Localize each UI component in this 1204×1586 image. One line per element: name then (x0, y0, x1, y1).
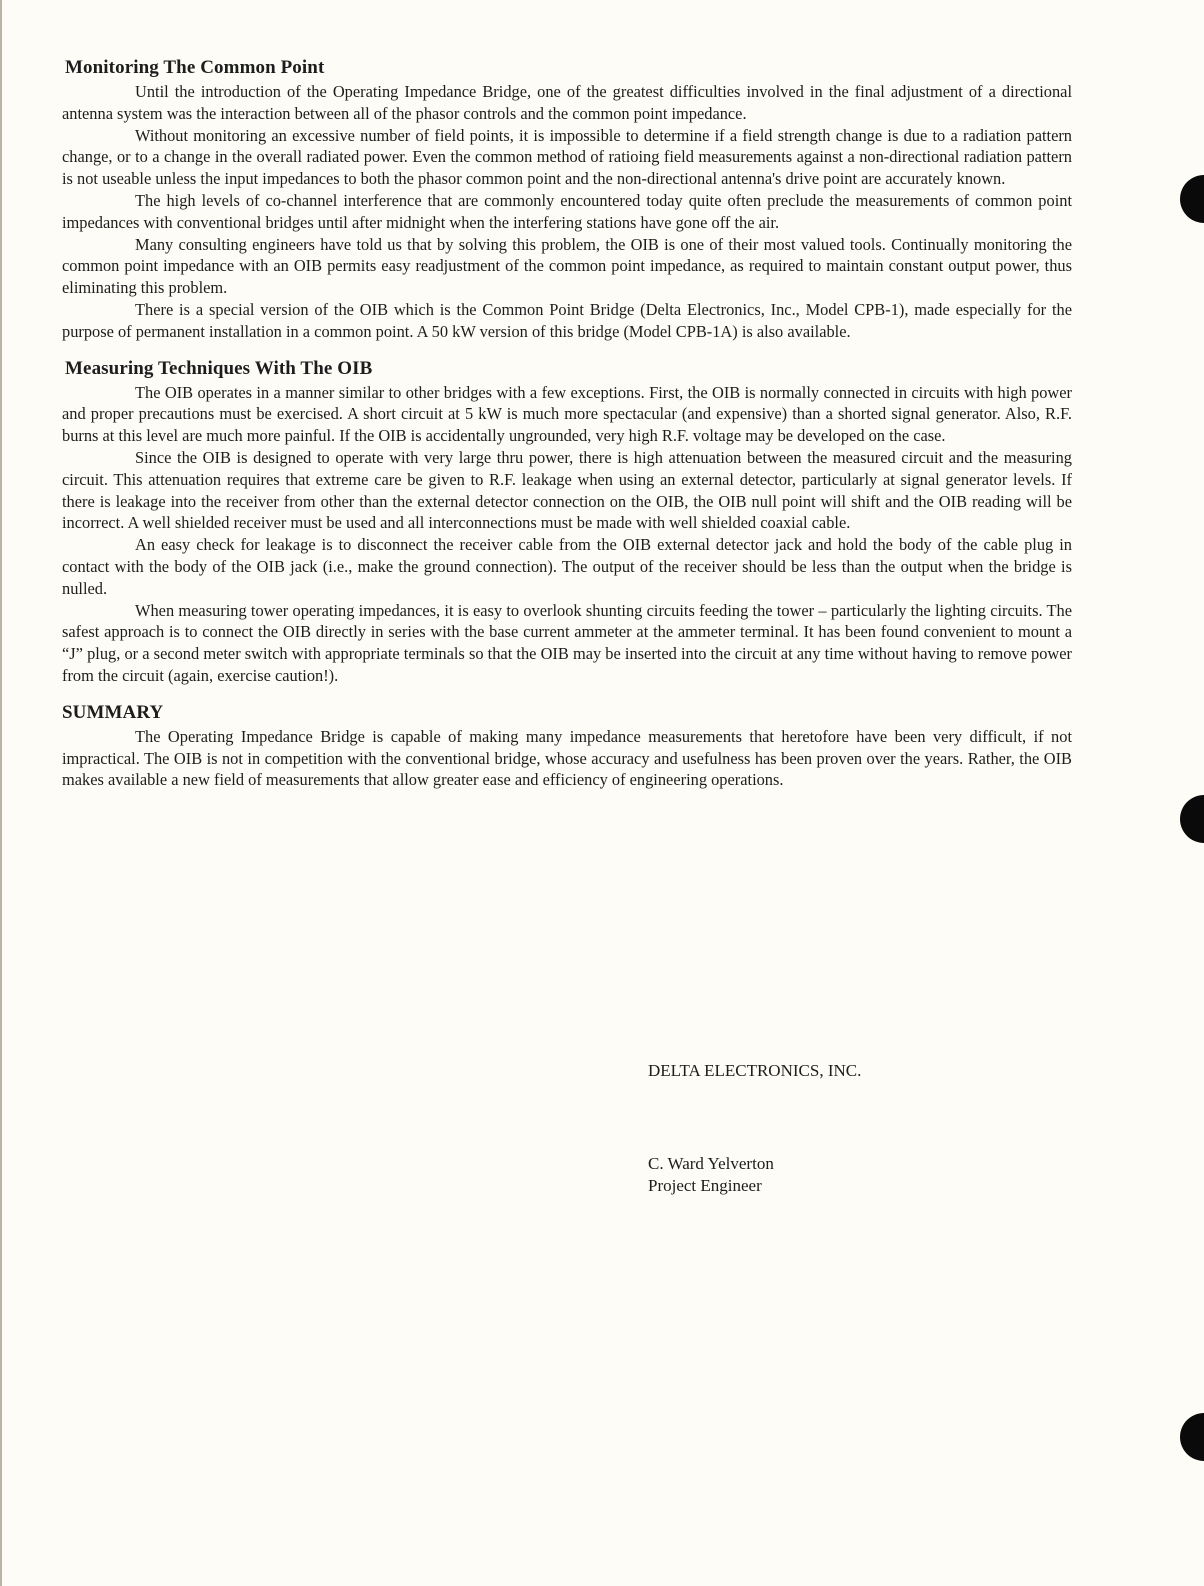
signer-title: Project Engineer (648, 1176, 762, 1195)
paragraph: Until the introduction of the Operating Impedance Bridge, one of the greatest difficulties involved in the final adjustment of a directional antenna system was the interaction between all of the phasor controls and the common point impedance. (62, 82, 1072, 123)
paragraph: When measuring tower operating impedances, it is easy to overlook shunting circuits feeding the tower – particularly the lighting circuits. The safest approach is to connect the OIB directly in series with the base current ammeter at the ammeter terminal. It has been found convenient to mount a “J” plug, or a second meter switch with appropriate terminals so that the OIB may be inserted into the circuit at any time without having to remove power from the circuit (again, exercise caution!). (62, 600, 1072, 685)
section-heading: Measuring Techniques With The OIB (65, 357, 373, 379)
paragraph: The high levels of co-channel interference that are commonly encountered today quite often preclude the measurements of common point impedances with conventional bridges until after midnight when the interfering stations have gone off the air. (62, 190, 1072, 232)
paragraph: Many consulting engineers have told us that by solving this problem, the OIB is one of their most valued tools. Continually monitoring the common point impedance with an OIB permits easy readjustment of the common point impedance, as required to maintain constant output power, thus eliminating this problem. (62, 234, 1072, 298)
paragraph: The OIB operates in a manner similar to other bridges with a few exceptions. First, the OIB is normally connected in circuits with high power and proper precautions must be exercised. A short circuit at 5 kW is much more spectacular (and expensive) than a shorted signal generator. Also, R.F. burns at this level are much more painful. If the OIB is accidentally ungrounded, very high R.F. voltage may be developed on the case. (62, 382, 1072, 446)
document-body (62, 56, 1072, 791)
signer-name: C. Ward Yelverton (648, 1154, 774, 1173)
binder-hole-mark (1180, 795, 1204, 843)
section-heading: Monitoring The Common Point (65, 57, 325, 78)
paragraph: The Operating Impedance Bridge is capable of making many impedance measurements that heretofore have been very difficult, if not impractical. The OIB is not in competition with the conventional bridge, whose accuracy and usefulness has been proven over the years. Rather, the OIB makes available a new field of measurements that allow greater ease and efficiency of engineering operations. (62, 726, 1072, 790)
paragraph: Without monitoring an excessive number of field points, it is impossible to determine if a field strength change is due to a radiation pattern change, or to a change in the overall radiated power. Even the common method of ratioing field measurements against a non-directional radiation pattern is not useable unless the input impedances to both the phasor common point and the non-directional antenna's drive point are accurately known. (62, 125, 1072, 189)
paragraph: An easy check for leakage is to disconnect the receiver cable from the OIB external detector jack and hold the body of the cable plug in contact with the body of the OIB jack (i.e., make the ground connection). The output of the receiver should be less than the output when the bridge is nulled. (62, 535, 1072, 598)
paragraph: There is a special version of the OIB which is the Common Point Bridge (Delta Electronics, Inc., Model CPB-1), made especially for the purpose of permanent installation in a common point. A 50 kW version of this bridge (Model CPB-1A) is also available. (62, 299, 1072, 341)
section-heading: SUMMARY (62, 701, 164, 723)
page-edge (0, 0, 2, 1586)
signature-block (648, 1153, 774, 1197)
section-summary (62, 701, 1072, 791)
section-monitoring-common-point (62, 56, 1072, 343)
company-name: DELTA ELECTRONICS, INC. (648, 1061, 862, 1080)
section-measuring-techniques (62, 357, 1072, 687)
binder-hole-mark (1180, 175, 1204, 223)
binder-hole-mark (1180, 1413, 1204, 1461)
paragraph: Since the OIB is designed to operate with very large thru power, there is high attenuation between the measured circuit and the measuring circuit. This attenuation requires that extreme care be given to R.F. leakage when using an external detector, particularly at signal generator levels. If there is leakage into the receiver from other than the external detector connection on the OIB, the OIB null point will shift and the OIB reading will be incorrect. A well shielded receiver must be used and all interconnections must be made with well shielded coaxial cable. (62, 447, 1072, 533)
